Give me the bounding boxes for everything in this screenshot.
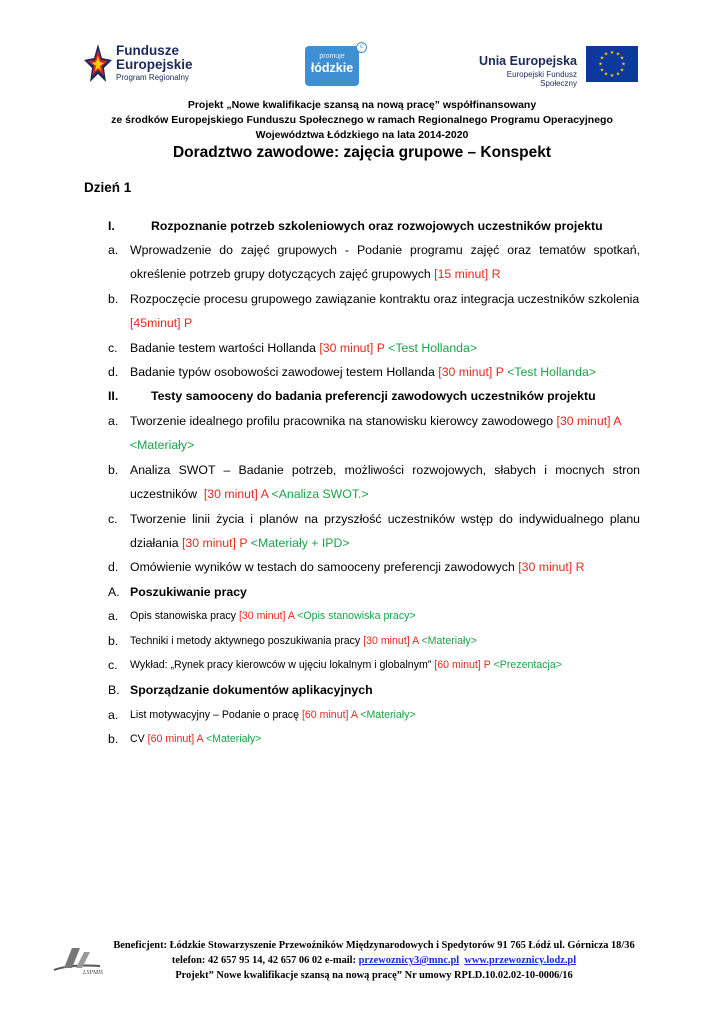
item-text: Tworzenie idealnego profilu pracownika na stanowisku kierowcy zawodowego — [130, 414, 554, 428]
material-label: <Materiały> — [421, 635, 477, 647]
duration-label: [30 minut] P — [319, 341, 385, 355]
material-label: <Test Hollanda> — [507, 365, 596, 379]
material-label: <Materiały> — [360, 709, 416, 721]
section-title: Rozpoznanie potrzeb szkoleniowych oraz rozwojowych uczestników projektu — [151, 219, 603, 233]
item-label: c. — [108, 512, 118, 526]
lspmis-logo-text: LSPMIS — [83, 970, 103, 976]
svg-text:★: ★ — [599, 67, 605, 74]
eu-funds-star-icon — [84, 42, 112, 84]
item-label: b. — [108, 292, 119, 306]
page-footer — [50, 938, 670, 988]
item-label: d. — [108, 365, 119, 379]
material-label: <Materiały> — [205, 733, 262, 745]
svg-text:★: ★ — [609, 73, 615, 79]
day-heading: Dzień 1 — [84, 180, 132, 195]
subsection-label: B. — [108, 683, 120, 697]
item-text: Badanie typów osobowości zawodowej testem Hollanda — [130, 365, 435, 379]
material-label: <Test Hollanda> — [388, 341, 478, 355]
duration-label: [15 minut] R — [434, 267, 501, 281]
eu-flag-icon — [586, 46, 638, 82]
svg-text:★: ★ — [615, 51, 621, 58]
duration-label: [30 minut] R — [518, 560, 585, 574]
project-line-3: Województwa Łódzkiego na lata 2014-2020 — [255, 129, 469, 141]
item-text: Badanie testem wartości Hollanda — [130, 341, 316, 355]
item-label: b. — [108, 634, 119, 648]
svg-text:★: ★ — [603, 51, 609, 58]
subsection-title: Poszukiwanie pracy — [130, 585, 247, 599]
ue-logo-text — [469, 54, 577, 88]
item-label: b. — [108, 732, 119, 746]
duration-label: [60 minut] P — [434, 659, 491, 671]
item-label: c. — [108, 658, 118, 672]
website-link[interactable]: www.przewoznicy.lodz.pl — [464, 955, 577, 966]
duration-label: [30 minut] A — [363, 635, 419, 647]
duration-label: [30 minut] A — [203, 487, 269, 501]
email-link[interactable]: przewoznicy3@mnc.pl — [358, 955, 460, 966]
item-label: a. — [108, 708, 119, 722]
svg-text:★: ★ — [621, 61, 626, 68]
svg-text:★: ★ — [615, 71, 621, 78]
item-text: określenie potrzeb grupy dotyczących zajęć grupowych — [130, 267, 431, 281]
svg-text:★: ★ — [619, 55, 625, 62]
svg-text:★: ★ — [599, 55, 605, 62]
header-logos — [84, 40, 644, 90]
fundusze-europejskie-logo — [84, 40, 214, 88]
lodzkie-logo — [305, 44, 363, 86]
material-label: <Materiały + IPD> — [250, 536, 350, 550]
footer-contact — [94, 953, 654, 968]
material-label: <Opis stanowiska pracy> — [297, 610, 416, 622]
lodzkie-logo-big: łódzkie — [310, 61, 354, 75]
subsection-title: Sporządzanie dokumentów aplikacyjnych — [130, 683, 373, 697]
svg-text:★: ★ — [598, 61, 603, 68]
item-text: Opis stanowiska pracy — [130, 610, 236, 622]
svg-text:★: ★ — [609, 50, 615, 56]
duration-label: [30 minut] A — [556, 414, 622, 428]
duration-label: [60 minut] A — [147, 733, 204, 745]
item-label: b. — [108, 463, 119, 477]
item-label: a. — [108, 414, 119, 428]
material-label: <Materiały> — [130, 438, 195, 452]
material-label: <Prezentacja> — [493, 659, 562, 671]
project-line-1: Projekt „Nowe kwalifikacje szansą na nową pracę” współfinansowany — [187, 99, 537, 111]
item-text: uczestników — [130, 487, 197, 501]
section-number: I. — [108, 219, 115, 233]
duration-label: [30 minut] P — [181, 536, 248, 550]
project-line-2: ze środków Europejskiego Funduszu Społecznego w ramach Regionalnego Programu Operacyjnego — [111, 114, 613, 126]
item-text: Rozpoczęcie procesu grupowego zawiązanie kontraktu oraz integracja uczestników szkolenia — [130, 292, 640, 306]
item-text: działania — [130, 536, 179, 550]
item-text: CV — [130, 733, 145, 745]
item-text: Wprowadzenie do zajęć grupowych - Podanie programu zajęć oraz tematów spotkań, — [130, 243, 640, 257]
duration-label: [30 minut] P — [438, 365, 504, 379]
section-number: II. — [108, 389, 119, 403]
subsection-label: A. — [108, 585, 120, 599]
item-text: Techniki i metody aktywnego poszukiwania pracy — [130, 635, 361, 647]
fe-logo-line1: Fundusze — [116, 43, 179, 58]
ue-logo-line2: Europejski Fundusz Społeczny — [506, 70, 577, 88]
ue-logo-line1: Unia Europejska — [479, 54, 577, 68]
svg-text:★: ★ — [619, 67, 625, 74]
lodzkie-logo-small: promuje — [319, 53, 345, 60]
copyright-mark: c — [356, 42, 367, 53]
svg-text:★: ★ — [603, 71, 609, 78]
duration-label: [45minut] P — [130, 316, 193, 330]
item-text: Analiza SWOT – Badanie potrzeb, możliwości rozwojowych, słabych i mocnych stron — [130, 463, 640, 477]
fe-logo-line3: Program Regionalny — [116, 73, 189, 82]
item-text: List motywacyjny – Podanie o pracę — [130, 709, 299, 721]
item-text: Wykład: „Rynek pracy kierowców w ujęciu lokalnym i globalnym” — [130, 659, 432, 671]
item-label: c. — [108, 341, 118, 355]
fe-logo-line2: Europejskie — [116, 56, 193, 72]
section-title: Testy samooceny do badania preferencji zawodowych uczestników projektu — [151, 389, 596, 403]
footer-agreement: Projekt” Nowe kwalifikacje szansą na nową pracę” Nr umowy RPLD.10.02.02-10-0006/16 — [175, 970, 573, 981]
item-label: a. — [108, 243, 119, 257]
item-label: a. — [108, 609, 119, 623]
item-text: Tworzenie linii życia i planów na przyszłość uczestników wstęp do indywidualnego planu — [130, 512, 640, 526]
duration-label: [60 minut] A — [301, 709, 358, 721]
item-text: Omówienie wyników w testach do samooceny preferencji zawodowych — [130, 560, 515, 574]
material-label: <Analiza SWOT.> — [271, 487, 369, 501]
page-title: Doradztwo zawodowe: zajęcia grupowe – Konspekt — [172, 144, 552, 161]
footer-phone: telefon: 42 657 95 14, 42 657 06 02 e-mail: — [171, 955, 357, 966]
item-label: d. — [108, 560, 119, 574]
footer-beneficiary: Beneficjent: Łódzkie Stowarzyszenie Przewoźników Międzynarodowych i Spedytorów 91 765 Łódź ul. Górnicza 18/36 — [113, 940, 635, 951]
duration-label: [30 minut] A — [238, 610, 295, 622]
